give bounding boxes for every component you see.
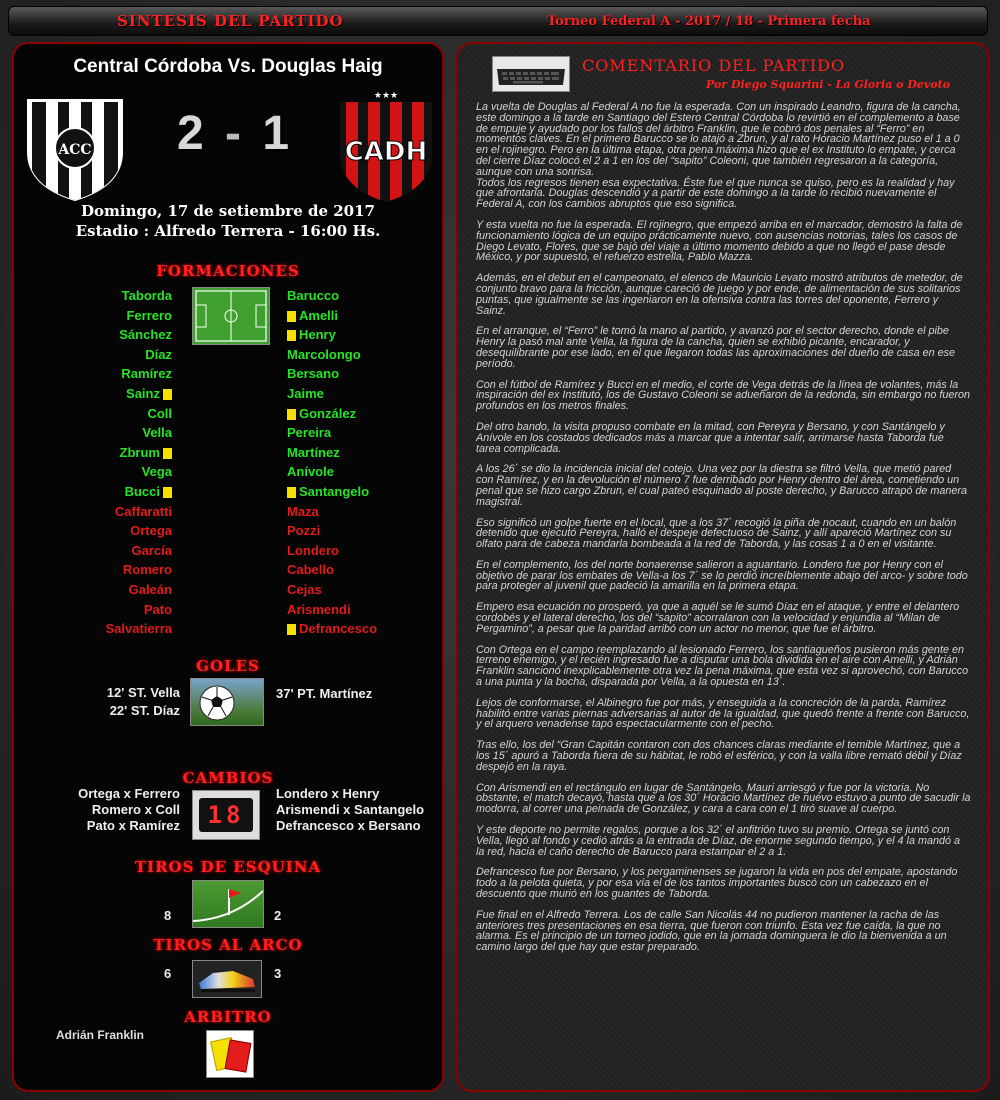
comment-paragraph: Del otro bando, la visita propuso combate en la mitad, con Pereyra y Bersano, y con Santángelo y Anívole en los costados dedicados más a marcar que a intentar salir, arrimarse hasta Taborda fue tarea complicada. — [476, 420, 945, 455]
comment-paragraph: Con Ortega en el campo reemplazando al lesionado Ferrero, los santiagueños pusieron más gente en terreno enemigo, y el recién ingresado fue a disputar una bola dividida en el aire con Amelli, y Adrián Franklin sancionó inexplicablemente otra vez la pena máxima, que esta vez si aprovechó, con Barucco a una punta y la bocha, disparada por Vella, a la opuesta en 13´. — [476, 643, 969, 689]
score-home: 2 — [176, 107, 206, 160]
comment-paragraph: Lejos de conformarse, el Albinegro fue por más, y enseguida a la concreción de la parda, Ramírez habilitó entre varias piernas adversarias al autor de la igualdad, que quedó frente a frente con Barucco, y el arquero venadense tapó espectacularmente con el pecho. — [476, 696, 970, 731]
substitution-board-image — [192, 790, 260, 840]
away-starter-row — [287, 306, 437, 326]
yellow-card-icon — [287, 409, 296, 420]
score-separator: - — [225, 107, 243, 160]
player-name: Caffaratti — [114, 503, 172, 519]
home-changes — [34, 786, 180, 834]
player-name: Díaz — [145, 346, 172, 362]
player-name: Londero — [287, 542, 339, 558]
player-name: Anívole — [287, 464, 334, 480]
away-starter-row — [287, 384, 437, 404]
comment-title: COMENTARIO DEL PARTIDO — [582, 56, 846, 75]
player-name: Ferrero — [126, 307, 172, 323]
yellow-card-icon — [163, 487, 172, 498]
referee-name: Adrián Franklin — [56, 1028, 145, 1042]
home-substitute-row — [44, 600, 172, 620]
match-date: Domingo, 17 de setiembre de 2017 — [81, 202, 375, 220]
home-starter-row — [44, 384, 172, 404]
player-name: Ramírez — [121, 366, 172, 382]
player-name: Galeán — [128, 581, 172, 597]
home-substitute-row — [44, 541, 172, 561]
player-name: Santangelo — [299, 483, 370, 499]
away-starter-row — [287, 325, 437, 345]
board-number: 18 — [207, 801, 245, 829]
header-left-title: SINTESIS DEL PARTIDO — [117, 12, 344, 30]
player-name: Coll — [147, 405, 172, 421]
away-starter-row — [287, 443, 437, 463]
away-shots: 3 — [274, 966, 282, 981]
home-corners: 8 — [164, 908, 172, 923]
home-lineup — [44, 286, 172, 639]
player-name: Pereira — [287, 425, 332, 441]
section-tiros-arco: TIROS AL ARCO — [153, 936, 303, 954]
player-name: García — [131, 542, 172, 558]
away-starter-row — [287, 482, 437, 502]
comment-paragraph: A los 26´ se dio la incidencia inicial del cotejo. Una vez por la diestra se filtró Vella, que metió pared con Ramírez, y en la devolución el número 7 fue derribado por Henry dentro del área, cometiendo un penal que se hizo cargo Zbrun, el cual pateó esquinado al poste derecho, y Barucco atrapó de manera magistral. — [476, 463, 967, 508]
away-starter-row — [287, 404, 437, 424]
yellow-card-icon — [163, 389, 172, 400]
yellow-card-icon — [287, 487, 296, 498]
away-substitute-row — [287, 541, 437, 561]
corner-flag-image — [192, 880, 264, 928]
player-name: Barucco — [287, 288, 340, 303]
player-name: Cabello — [287, 562, 334, 578]
home-substitute-row — [44, 502, 172, 522]
match-summary-panel — [12, 42, 444, 1092]
player-name: Cejas — [287, 581, 322, 597]
away-badge-text: CADH — [344, 137, 428, 167]
home-goals — [34, 684, 180, 720]
away-starter-row — [287, 462, 437, 482]
home-substitute-row — [44, 580, 172, 600]
match-title: Central Córdoba Vs. Douglas Haig — [73, 56, 383, 77]
score-away: 1 — [262, 107, 292, 160]
away-substitute-row — [287, 521, 437, 541]
boot-image — [192, 960, 262, 998]
away-corners: 2 — [274, 908, 282, 923]
away-substitute-row — [287, 560, 437, 580]
player-name: Sainz — [126, 385, 160, 401]
home-substitute-row — [44, 560, 172, 580]
away-goal-1: 37' PT. Martínez — [276, 686, 373, 701]
player-name: Vella — [142, 425, 172, 441]
away-change-2: Arismendi x Santangelo — [276, 802, 425, 817]
player-name: Romero — [122, 562, 172, 578]
ball-image — [190, 678, 264, 726]
home-starter-row — [44, 404, 172, 424]
yellow-card-icon — [287, 624, 296, 635]
match-stadium: Estadio : Alfredo Terrera - 16:00 Hs. — [75, 222, 381, 240]
away-change-3: Defrancesco x Bersano — [276, 818, 421, 833]
home-shots: 6 — [164, 966, 172, 981]
player-name: Bersano — [287, 366, 340, 382]
home-starter-row — [44, 423, 172, 443]
away-substitute-row — [287, 580, 437, 600]
player-name: Defrancesco — [299, 621, 378, 637]
player-name: Vega — [141, 464, 172, 480]
comment-paragraph: Y este deporte no permite regalos, porque a los 32´ el anfitrión tuvo su premio. Ortega se juntó con Vella, llegó al fondo y cedió atrás a la entrada de Díaz, de enorme segundo tiempo, y el 4 la mandó a la red, hacia el caño derecho de Barucco para estampar el 2 a 1. — [476, 824, 960, 858]
player-name: Taborda — [121, 288, 172, 303]
comment-paragraph: Y esta vuelta no fue la esperada. El rojinegro, que empezó arriba en el marcador, demostró la falta de funcionamiento lógica de un equipo prácticamente nuevo, con ausencias notorias, tales los casos de Diego Levato, Flores, que se bajó del viaje a último momento debido a que no llegó el pase desde México, y por supuesto, el refuerzo estrella, Pablo Mazza. — [476, 218, 963, 264]
match-comment-panel — [456, 42, 990, 1092]
comment-paragraph: Con Arismendi en el rectángulo en lugar de Santángelo, Mauri arriesgó y fue por la victoria. No obstante, el match decayó, hasta que a los 30´ Horacio Martínez de nuevo estuvo a punto de sacudir la modorra, al correr una peinada de González, y cara a cara con el 1 tiró suave al cuerpo. — [476, 781, 971, 816]
player-name: Ortega — [130, 523, 172, 539]
home-starter-row — [44, 482, 172, 502]
away-substitute-row — [287, 502, 437, 522]
comment-paragraph: Fue final en el Alfredo Terrera. Los de calle San Nicolás 44 no pudieron mantener la racha de las anteriores tres presentaciones en esa tierra, que fueron con triunfo. Esta vez fue caída, la que no alarma. Es el principio de un torneo jodido, que en la jornada dominguera le dio la bienvenida a un camino largo del que hay que estar preparado. — [476, 908, 947, 954]
home-change-1: Ortega x Ferrero — [78, 786, 180, 801]
comment-paragraph: Defrancesco fue por Bersano, y los pergaminenses se jugaron la vida en pos del empate, apostando todo a la pelota quieta, y por esa vía el de los tantos importantes buscó con un cabezazo en el descuento que murió en los guantes de Taborda. — [476, 866, 958, 901]
header-right-title: Torneo Federal A - 2017 / 18 - Primera fecha — [547, 14, 871, 29]
home-goal-1: 12' ST. Vella — [106, 685, 180, 700]
player-name: Zbrum — [119, 444, 160, 460]
keyboard-image — [492, 56, 570, 92]
player-name: Henry — [299, 327, 336, 343]
home-starter-row — [44, 345, 172, 365]
comment-paragraph: En el complemento, los del norte bonaerense salieron a aguantario. Londero fue por Henry con el objetivo de parar los embates de Vella-a los 7´ se lo perdió increíblemente abajo del arco- y sobre todo para proteger al juvenil que padeció la amarilla en la primera etapa. — [476, 558, 968, 593]
home-starter-row — [44, 286, 172, 306]
home-starter-row — [44, 306, 172, 326]
comment-paragraph: Con el fútbol de Ramírez y Bucci en el medio, el corte de Vega detrás de la línea de volantes, más la inspiración del ex Instituto, los de Gustavo Coleoni se adueñaron de la redonda, sin embargo no fueron profundos en los metros finales. — [476, 378, 970, 413]
away-substitute-row — [287, 619, 437, 639]
home-substitute-row — [44, 619, 172, 639]
home-badge-text: ACC — [58, 142, 92, 158]
home-goal-2: 22' ST. Díaz — [109, 703, 180, 718]
away-starter-row — [287, 364, 437, 384]
section-arbitro: ARBITRO — [184, 1008, 272, 1026]
comment-paragraph: Empero esa ecuación no prosperó, ya que a aquél se le sumó Díaz en el ataque, y entre el delantero cordobés y el lateral derecho, los del “sapito” acorralaron con la velocidad y enjundia al “Milan de Pergamino”, a pesar que la paridad arribó con un actor no menor, que fue el árbitro. — [476, 601, 960, 635]
player-name: Pato — [143, 601, 172, 617]
away-lineup — [287, 286, 437, 639]
home-team-badge — [24, 94, 126, 204]
score-display — [174, 106, 294, 161]
away-changes — [276, 786, 441, 834]
home-starter-row — [44, 364, 172, 384]
away-change-1: Londero x Henry — [276, 786, 380, 801]
yellow-card-icon — [287, 311, 296, 322]
top-header-bar — [8, 6, 988, 36]
comment-paragraph: Eso significó un golpe fuerte en el local, que a los 37´ recogió la piña de nocaut, cuando en un balón detenido que ejecutó Pereyra, halló el despeje defectuoso de Sainz, y allí apareció Martínez con su olfato para de cabeza mandarla bombeada a la red de Taborda, y las cosas 1 a 0 en el visitante. — [476, 516, 957, 551]
away-team-badge — [334, 88, 438, 206]
player-name: Maza — [287, 503, 319, 519]
away-starter-row — [287, 345, 437, 365]
section-tiros-esquina: TIROS DE ESQUINA — [134, 858, 322, 876]
section-goles: GOLES — [196, 657, 260, 675]
player-name: Amelli — [299, 307, 339, 323]
player-name: Martínez — [287, 444, 340, 460]
comment-paragraph: Tras ello, los del “Gran Capitán contaron con dos chances claras mediante el temible Martínez, que a los 15´ apuró a Taborda fuera de su hábitat, le robó el esférico, y con la valla libre remató débil y Díaz despejó en la raya. — [476, 739, 962, 773]
player-name: Salvatierra — [105, 621, 172, 637]
yellow-card-icon — [163, 448, 172, 459]
yellow-card-icon — [287, 330, 296, 341]
comment-paragraph: Además, en el debut en el campeonato, el elenco de Mauricio Levato mostró atributos de metedor, de conjunto bravo para la fricción, aunque careció de juego y por ende, de alimentación de sus solitarios puntas, que igualmente se las ingeniaron en la ofensiva contra las torres del oponente, Ferrero y Sainz. — [476, 272, 963, 317]
comment-paragraph: La vuelta de Douglas al Federal A no fue la esperada. Con un inspirado Leandro, figura de la cancha, este domingo a la tarde en Santiago del Estero Central Córdoba lo revirtió en el complemento a base de empuje y ayudado por los fallos del árbitro Franklin, que le cobró dos penales al “Ferro” en momentos claves. En el primero Barucco se lo atajó a Zbrun, y al rato Horacio Martínez puso el 1 a 0 en el rojinegro. Pero en la última etapa, otra pena máxima hizo que el ex Instituto lo empate, y cerca del cierre Díaz colocó el 2 a 1 en los del “sapito” Coleoni, que también regresaron a la categoría, aunque con una sonrisa. Todos los regresos tienen esa expectativa. Éste fue el que nunca se quiso, pero es la realidad y hay que afrontarla. Douglas descendió y a partir de este domingo a la tarde lo recibió nuevamente el Federal A, con los cambios abruptos que eso significa. — [476, 101, 961, 211]
away-starter-row — [287, 423, 437, 443]
home-change-2: Romero x Coll — [91, 802, 180, 817]
home-starter-row — [44, 462, 172, 482]
player-name: Jaime — [287, 385, 324, 401]
comment-paragraph: En el arranque, el “Ferro” le tomó la mano al partido, y avanzó por el sector derecho, donde el pibe Henry la pasó mal ante Vella, la figura de la cancha, quien se exhibió picante, encarador, y desequilibrante por ese lado, en el que llegaron todas las aproximaciones del dueño de casa en ese período. — [476, 325, 955, 370]
section-cambios: CAMBIOS — [182, 769, 274, 787]
away-starter-row — [287, 286, 437, 306]
home-change-3: Pato x Ramírez — [86, 818, 180, 833]
home-starter-row — [44, 443, 172, 463]
home-substitute-row — [44, 521, 172, 541]
player-name: González — [299, 405, 357, 421]
player-name: Marcolongo — [287, 346, 361, 362]
player-name: Pozzi — [287, 523, 321, 539]
player-name: Bucci — [124, 483, 160, 499]
comment-body — [476, 102, 971, 963]
comment-author: Por Diego Squarini - La Gloria o Devoto — [706, 78, 951, 91]
referee-cards-image — [206, 1030, 254, 1078]
section-formaciones: FORMACIONES — [156, 262, 300, 280]
player-name: Sánchez — [119, 327, 172, 343]
away-substitute-row — [287, 600, 437, 620]
pitch-image — [192, 287, 270, 345]
home-starter-row — [44, 325, 172, 345]
player-name: Arismendi — [287, 601, 351, 617]
away-badge-stars: ★★★ — [373, 91, 399, 101]
